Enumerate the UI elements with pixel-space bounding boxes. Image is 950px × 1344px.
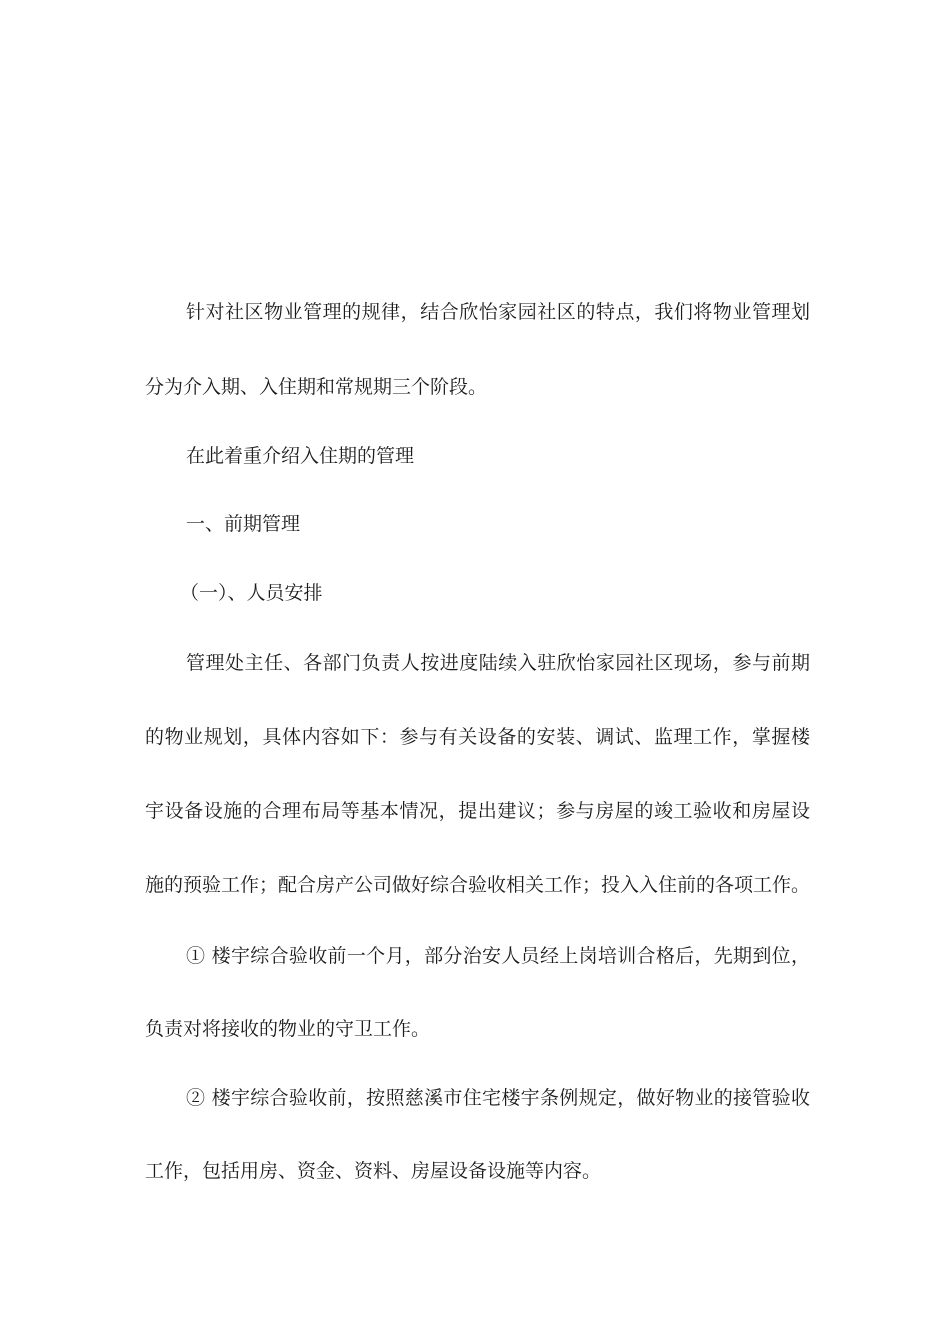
list-item-2-line-2: 工作，包括用房、资金、资料、房屋设备设施等内容。	[145, 1160, 602, 1182]
paragraph-staffing-line-3: 宇设备设施的合理布局等基本情况，提出建议；参与房屋的竣工验收和房屋设	[145, 800, 810, 822]
subsection-heading-1: （一）、人员安排	[180, 582, 323, 604]
paragraph-intro-line-1: 针对社区物业管理的规律，结合欣怡家园社区的特点，我们将物业管理划	[186, 301, 810, 323]
section-heading-1: 一、前期管理	[186, 513, 301, 535]
paragraph-staffing-line-2: 的物业规划，具体内容如下：参与有关设备的安装、调试、监理工作，掌握楼	[145, 726, 810, 748]
paragraph-staffing-line-1: 管理处主任、各部门负责人按进度陆续入驻欣怡家园社区现场，参与前期	[186, 652, 810, 674]
list-item-1-line-2: 负责对将接收的物业的守卫工作。	[145, 1018, 431, 1040]
paragraph-staffing-line-4: 施的预验工作；配合房产公司做好综合验收相关工作；投入入住前的各项工作。	[145, 874, 810, 896]
list-item-1-line-1: ① 楼宇综合验收前一个月，部分治安人员经上岗培训合格后，先期到位，	[186, 945, 810, 967]
paragraph-intro-line-2: 分为介入期、入住期和常规期三个阶段。	[145, 376, 488, 398]
focus-statement: 在此着重介绍入住期的管理	[186, 445, 415, 467]
list-item-2-line-1: ② 楼宇综合验收前，按照慈溪市住宅楼宇条例规定，做好物业的接管验收	[186, 1087, 810, 1109]
